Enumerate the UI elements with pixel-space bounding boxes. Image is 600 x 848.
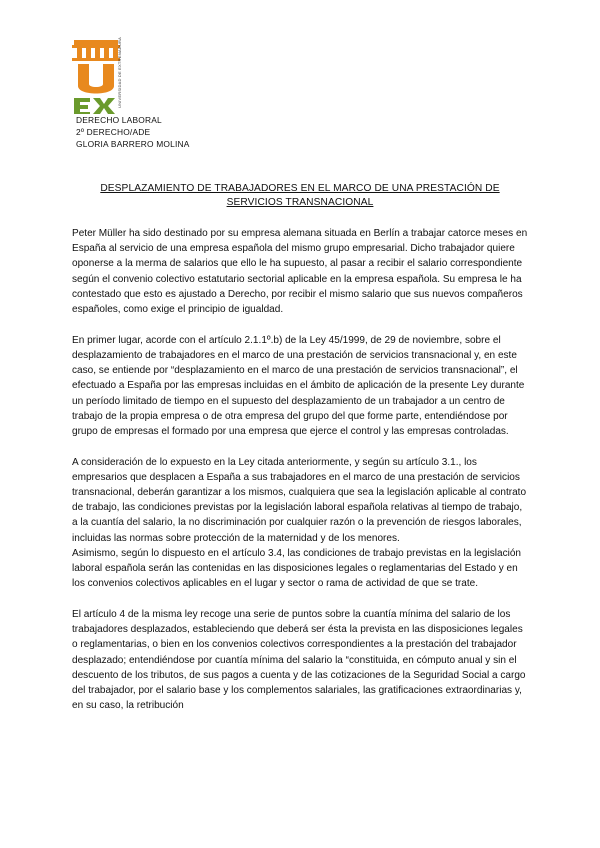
logo-capital (74, 40, 118, 45)
logo-column (77, 48, 82, 58)
paragraph-article-3-1: A consideración de lo expuesto en la Ley citada anteriormente, y según su artículo 3.1., los empresarios que desplacen a España a sus trabajadores en el marco de una prestación de servicios transnacional, deberán garantizar a los mismos, cualquiera que sea la legislación aplicable al contrato de trabajo, las condiciones previstas por la legislación laboral española relativas al tiempo de trabajo, a la cuantía del salario, la no discriminación por cualquier razón o la prevención de riesgos laborales, incluidas las normas sobre protección de la maternidad y de los menores. (72, 456, 527, 544)
paragraph-article-4: El artículo 4 de la misma ley recoge una serie de puntos sobre la cuantía mínima del salario de los trabajadores desplazados, estableciendo que deberá ser ésta la prevista en las disposiciones legales o reglamentarias, o bien en los convenios colectivos correspondientes a la prestación del trabajador desplazado; entendiéndose por cuantía mínima del salario la “constituida, en cómputo anual y sin el descuento de los tributos, de sus pagos a cuenta y de las cotizaciones de la Seguridad Social a cargo del trabajador, por el salario base y los complementos salariales, las gratificaciones extraordinarias y, en su caso, la retribución (72, 608, 526, 712)
logo-column (104, 48, 109, 58)
logo-letter-e (74, 98, 90, 114)
logo-column (86, 48, 91, 58)
paragraph-article-2: En primer lugar, acorde con el artículo 2.1.1º.b) de la Ley 45/1999, de 29 de noviembre, sobre el desplazamiento de trabajadores en el marco de una prestación de servicios transnacional y, en este caso, se entiende por “desplazamiento en el marco de una prestación de servicios transnacional”, el efectuado a España por las empresas incluidas en el ámbito de aplicación de la presente Ley durante un período limitado de tiempo en el supuesto del desplazamiento de un trabajador a un centro de trabajo de la propia empresa o de otra empresa del grupo del que forme parte, entendiéndose por grupo de empresas el formado por una empresa que ejerce el control y las empresas controladas. (72, 334, 525, 437)
document-body (72, 226, 528, 729)
logo-side-text: UNIVERSIDAD DE EXTREMADURA (117, 37, 122, 108)
logo-letter-x (93, 98, 115, 114)
paragraph-case: Peter Müller ha sido destinado por su empresa alemana situada en Berlín a trabajar catorce meses en España al servicio de una empresa española del mismo grupo empresarial. Dicho trabajador quiere oponerse a la merma de salarios que ello le ha supuesto, al pasar a recibir el salario correspondiente según el convenio colectivo estatutario sectorial aplicable en la empresa española. Su empresa le ha contestado que esto es ajustado a Derecho, por recibir el mismo salario que sus nuevos compañeros españoles, como exige el principio de igualdad. (72, 228, 528, 316)
logo-letter-u (78, 64, 114, 94)
logo-column (95, 48, 100, 58)
header-subject: DERECHO LABORAL (76, 115, 162, 125)
paragraph-article-3-4: Asimismo, según lo dispuesto en el artículo 3.4, las condiciones de trabajo previstas en la legislación laboral española serán las contenidas en las disposiciones legales o reglamentarias del Estado y en los convenios colectivos aplicables en el lugar y sector o rama de actividad de que se trate. (72, 547, 522, 590)
header-course: 2º DERECHO/ADE (76, 127, 151, 137)
header-author: GLORIA BARRERO MOLINA (76, 139, 190, 149)
document-title: DESPLAZAMIENTO DE TRABAJADORES EN EL MARCO DE UNA PRESTACIÓN DE SERVICIOS TRANSNACIONAL (100, 183, 500, 208)
document-header (76, 114, 190, 150)
